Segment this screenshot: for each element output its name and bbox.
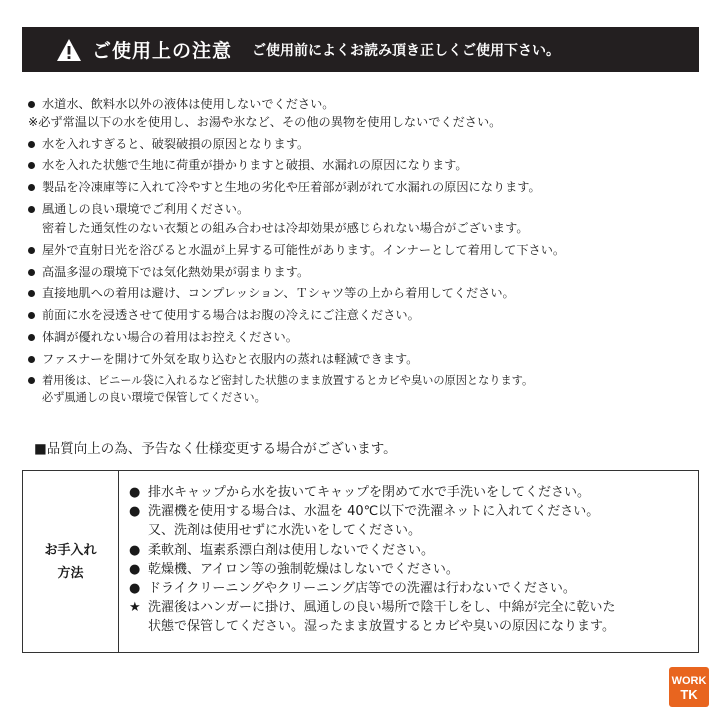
quality-notice: ■品質向上の為、予告なく仕様変更する場合がございます。: [34, 441, 397, 457]
precaution-text: 風通しの良い環境でご利用ください。: [42, 201, 250, 216]
precaution-item: [28, 156, 708, 175]
precaution-text: ※必ず常温以下の水を使用し、お湯や氷など、その他の異物を使用しないでください。: [28, 114, 502, 129]
precaution-item: [28, 263, 708, 282]
precaution-item: [28, 328, 708, 347]
precaution-item: [28, 241, 708, 260]
bullet-icon: ●: [129, 504, 141, 520]
care-label-line: お手入れ: [44, 542, 97, 558]
bullet-icon: [28, 377, 35, 384]
care-item: [129, 579, 698, 598]
care-list: [119, 471, 698, 652]
warning-triangle-icon: [56, 38, 82, 62]
care-text: 排水キャップから水を抜いてキャップを閉めて水で手洗いをしてください。: [148, 485, 591, 500]
bullet-icon: [28, 101, 35, 108]
care-text: 洗濯後はハンガーに掛け、風通しの良い場所で陰干しをし、中綿が完全に乾いた: [148, 600, 616, 616]
precaution-text: ファスナーを開けて外気を取り込むと衣服内の蒸れは軽減できます。: [42, 351, 419, 366]
precaution-item: [28, 306, 708, 325]
precaution-text: 製品を冷凍庫等に入れて冷やすと生地の劣化や圧着部が剥がれて水漏れの原因になります。: [42, 180, 541, 195]
bullet-icon: ●: [129, 561, 141, 577]
care-label-line: 方法: [57, 565, 84, 581]
logo-line-1: WORK: [671, 675, 707, 687]
precaution-item: [28, 372, 708, 406]
bullet-icon: [28, 206, 35, 213]
header-title: ご使用上の注意: [92, 40, 233, 62]
precaution-text: 高温多湿の環境下では気化熱効果が弱まります。: [42, 264, 310, 279]
care-text: 又、洗剤は使用せずに水洗いをしてください。: [148, 523, 422, 539]
precaution-list: [28, 95, 708, 408]
precaution-text: 屋外で直射日光を浴びると水温が上昇する可能性があります。インナーとして着用して下さい。: [42, 242, 566, 257]
precaution-text: 密着した通気性のない衣類との組み合わせは冷却効果が感じられない場合がございます。: [42, 220, 529, 235]
care-text: 洗濯機を使用する場合は、水温を 40℃以下で洗濯ネットに入れてください。: [148, 504, 600, 520]
logo-line-2: TK: [680, 687, 698, 702]
precaution-item: [28, 350, 708, 369]
precaution-item: [28, 200, 708, 238]
bullet-icon: [28, 141, 35, 148]
precaution-item: [28, 178, 708, 197]
precaution-item: [28, 135, 708, 154]
precaution-item: [28, 284, 708, 303]
bullet-icon: ●: [129, 581, 141, 597]
warning-header: [22, 27, 699, 72]
bullet-icon: [28, 162, 35, 169]
care-item: [129, 483, 698, 502]
bullet-icon: [28, 247, 35, 254]
care-item: [129, 502, 698, 540]
bullet-icon: ●: [129, 485, 141, 500]
care-instructions-box: [22, 470, 699, 653]
care-text: 柔軟剤、塩素系漂白剤は使用しないでください。: [148, 542, 435, 558]
precaution-text: 水を入れすぎると、破裂破損の原因となります。: [42, 136, 310, 151]
care-text: 状態で保管してください。湿ったまま放置するとカビや臭いの原因になります。: [148, 619, 615, 635]
precaution-item: [28, 95, 708, 114]
precaution-text: 体調が優れない場合の着用はお控えください。: [42, 329, 298, 344]
precaution-text: 水道水、飲料水以外の液体は使用しないでください。: [42, 97, 335, 111]
bullet-icon: [28, 312, 35, 319]
bullet-icon: [28, 334, 35, 341]
precaution-text: 必ず風通しの良い環境で保管してください。: [42, 390, 266, 404]
precaution-text: 水を入れた状態で生地に荷重が掛かりますと破損、水漏れの原因になります。: [42, 158, 468, 173]
bullet-icon: ●: [129, 542, 141, 558]
bullet-icon: [28, 356, 35, 363]
bullet-icon: [28, 269, 35, 276]
precaution-text: 直接地肌への着用は避け、コンプレッション、Ｔシャツ等の上から着用してください。: [42, 286, 515, 301]
header-subtitle: ご使用前によくお読み頂き正しくご使用下さい。: [252, 42, 561, 59]
precaution-text: 着用後は、ビニール袋に入れるなど密封した状態のまま放置するとカビや臭いの原因となります。: [42, 373, 534, 387]
care-item: [129, 598, 698, 636]
care-item: [129, 541, 698, 560]
precaution-text: 前面に水を浸透させて使用する場合はお腹の冷えにご注意ください。: [42, 308, 420, 323]
care-text: 乾燥機、アイロン等の強制乾燥はしないでください。: [148, 561, 459, 577]
brand-logo: [669, 667, 709, 707]
precaution-item: [28, 113, 708, 132]
care-text: ドライクリーニングやクリーニング店等での洗濯は行わないでください。: [148, 581, 576, 597]
care-label: [23, 471, 119, 652]
care-item: [129, 560, 698, 579]
bullet-icon: [28, 290, 35, 297]
bullet-icon: [28, 184, 35, 191]
star-icon: ★: [129, 600, 141, 616]
